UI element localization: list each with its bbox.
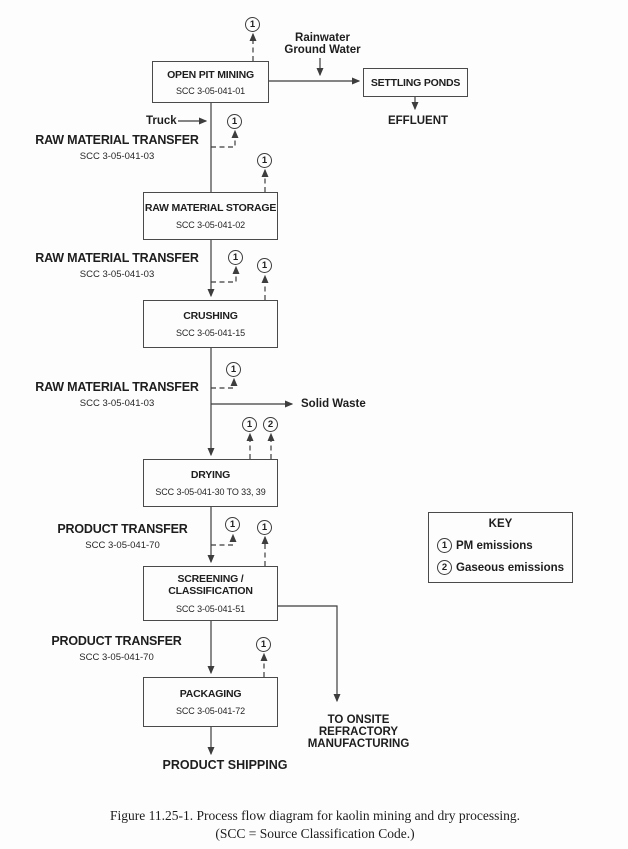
label-product-transfer-2 — [44, 634, 189, 663]
pm-emissions-marker-packaging: 1 — [256, 637, 271, 652]
legend-title: KEY — [488, 518, 513, 530]
box-scc: SCC 3-05-041-72 — [175, 706, 246, 716]
label-effluent: EFFLUENT — [387, 115, 449, 127]
transfer-label-scc: SCC 3-05-041-70 — [79, 652, 154, 663]
rainwater-line1: Rainwater — [295, 32, 350, 44]
pm-emissions-marker-drying: 1 — [242, 417, 257, 432]
emission-line-rmt2 — [211, 267, 236, 282]
refractory-line2: REFRACTORY — [318, 726, 399, 738]
pm-emissions-marker-screening: 1 — [257, 520, 272, 535]
box-scc: SCC 3-05-041-02 — [175, 220, 246, 230]
transfer-label-title: RAW MATERIAL TRANSFER — [35, 380, 199, 394]
box-title: OPEN PIT MINING — [167, 68, 254, 81]
box-scc: SCC 3-05-041-30 TO 33, 39 — [155, 487, 266, 497]
pm-emissions-marker-product-transfer-1: 1 — [225, 517, 240, 532]
label-product-transfer-1 — [50, 522, 195, 551]
process-box-raw-material-storage — [143, 192, 278, 240]
transfer-label-scc: SCC 3-05-041-03 — [79, 151, 155, 162]
label-raw-material-transfer-1 — [29, 133, 205, 162]
caption-line2: (SCC = Source Classification Code.) — [215, 826, 415, 841]
box-title-group — [168, 573, 253, 597]
caption-line1: Figure 11.25-1. Process flow diagram for kaolin mining and dry processing. — [109, 808, 521, 823]
box-title-line2: CLASSIFICATION — [168, 585, 253, 597]
box-scc: SCC 3-05-041-01 — [175, 85, 246, 96]
process-box-settling-ponds — [363, 68, 468, 97]
legend-entry-label: Gaseous emissions — [456, 561, 565, 574]
process-box-drying — [143, 459, 278, 507]
box-title: DRYING — [190, 469, 231, 481]
label-raw-material-transfer-3 — [29, 380, 205, 409]
transfer-label-scc: SCC 3-05-041-03 — [79, 269, 155, 280]
label-solid-waste: Solid Waste — [301, 398, 366, 410]
box-title: RAW MATERIAL STORAGE — [144, 202, 277, 214]
emission-line-pt1 — [211, 535, 233, 545]
label-product-shipping: PRODUCT SHIPPING — [162, 758, 288, 772]
legend-entry-pm — [437, 538, 572, 553]
transfer-label-title: PRODUCT TRANSFER — [57, 522, 188, 536]
refractory-line3: MANUFACTURING — [307, 738, 410, 750]
process-box-screening-classification — [143, 566, 278, 621]
process-box-crushing — [143, 300, 278, 348]
box-title-line1: SCREENING / — [177, 573, 244, 585]
label-to-onsite-refractory — [298, 714, 419, 750]
box-scc: SCC 3-05-041-51 — [175, 604, 246, 614]
box-title: SETTLING PONDS — [370, 76, 461, 89]
pm-emissions-marker-crushing: 1 — [257, 258, 272, 273]
pm-emissions-symbol: 1 — [437, 538, 452, 553]
pm-emissions-marker-open-pit: 1 — [245, 17, 260, 32]
refractory-line1: TO ONSITE — [327, 714, 390, 726]
label-raw-material-transfer-2 — [29, 251, 205, 280]
emission-line-rmt3 — [211, 379, 234, 388]
emission-line-rmt1 — [211, 131, 235, 147]
rainwater-line2: Ground Water — [284, 44, 361, 56]
box-scc: SCC 3-05-041-15 — [175, 328, 246, 338]
transfer-label-scc: SCC 3-05-041-03 — [79, 398, 155, 409]
figure-caption — [95, 807, 535, 843]
transfer-label-title: RAW MATERIAL TRANSFER — [35, 133, 199, 147]
pm-emissions-marker-raw-material-transfer-3: 1 — [226, 362, 241, 377]
pm-emissions-marker-storage: 1 — [257, 153, 272, 168]
box-title: CRUSHING — [183, 310, 238, 322]
pm-emissions-marker-raw-material-transfer-1: 1 — [227, 114, 242, 129]
arrow-screening-to-refractory — [278, 606, 337, 701]
label-truck: Truck — [146, 115, 177, 127]
process-box-packaging — [143, 677, 278, 727]
label-rainwater-groundwater — [270, 32, 375, 56]
pm-emissions-marker-raw-material-transfer-2: 1 — [228, 250, 243, 265]
transfer-label-scc: SCC 3-05-041-70 — [85, 540, 160, 551]
box-title: PACKAGING — [179, 688, 242, 700]
gaseous-emissions-marker-drying: 2 — [263, 417, 278, 432]
legend-entry-label: PM emissions — [456, 539, 533, 552]
gaseous-emissions-symbol: 2 — [437, 560, 452, 575]
process-box-open-pit-mining — [152, 61, 269, 103]
legend-entry-gaseous — [437, 560, 572, 575]
transfer-label-title: RAW MATERIAL TRANSFER — [35, 251, 199, 265]
transfer-label-title: PRODUCT TRANSFER — [51, 634, 182, 648]
legend-key-box — [428, 512, 573, 583]
